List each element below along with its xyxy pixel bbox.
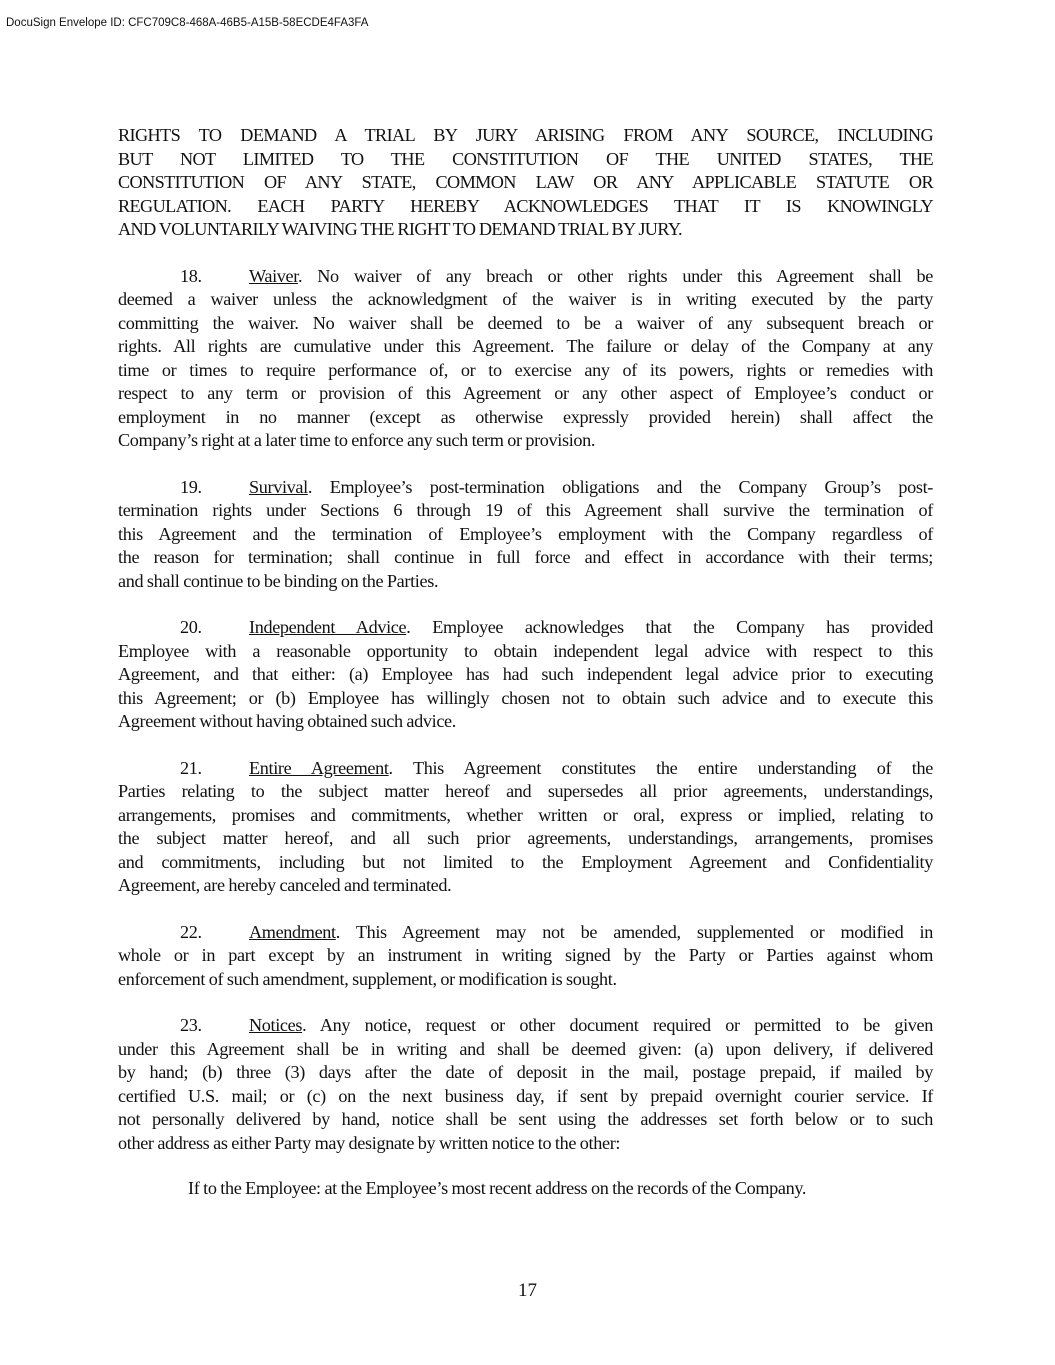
text-line: under this Agreement shall be in writing and shall be deemed given: (a) upon delivery, if delivered [118,1038,933,1059]
section-first-line-text: . This Agreement constitutes the entire understanding of the [388,757,933,778]
section-first-line [118,757,933,781]
section-first-line-text: . Employee’s post-termination obligations and the Company Group’s post- [307,476,933,497]
section-heading: Survival [249,476,308,497]
text-line: committing the waiver. No waiver shall be deemed to be a waiver of any subsequent breach or [118,312,933,333]
text-line: Employee with a reasonable opportunity to obtain independent legal advice with respect to this [118,640,933,661]
section-heading: Independent Advice [249,617,407,637]
text-line: this Agreement and the termination of Employee’s employment with the Company regardless of [118,523,933,544]
section-first-line [118,921,933,945]
document-page-body [118,124,933,1199]
text-line: whole or in part except by an instrument in writing signed by the Party or Parties against whom [118,945,933,965]
text-line: this Agreement; or (b) Employee has willingly chosen not to obtain such advice and to execute this [118,687,933,708]
text-line: and commitments, including but not limited to the Employment Agreement and Confidentiality [118,851,933,872]
section-heading: Amendment [249,921,336,942]
section-22-paragraph [118,921,933,992]
text-line: Parties relating to the subject matter hereof and supersedes all prior agreements, understandings, [118,781,933,801]
text-line: CONSTITUTION OF ANY STATE, COMMON LAW OR ANY APPLICABLE STATUTE OR [118,172,933,192]
text-line: RIGHTS TO DEMAND A TRIAL BY JURY ARISING FROM ANY SOURCE, INCLUDING [118,125,933,145]
text-line: respect to any term or provision of this Agreement or any other aspect of Employee’s conduct or [118,383,933,403]
section-21-paragraph [118,757,933,898]
section-number: 18. [180,265,202,286]
section-number: 19. [180,476,202,497]
section-heading: Waiver [249,265,298,286]
text-line: and shall continue to be binding on the Parties. [118,570,439,591]
text-line: termination rights under Sections 6 through 19 of this Agreement shall survive the termination of [118,500,933,520]
employee-address-line: If to the Employee: at the Employee’s most recent address on the records of the Company. [188,1178,807,1198]
section-23-paragraph [118,1014,933,1155]
section-18-paragraph [118,265,933,453]
section-first-line [118,265,933,289]
text-line: deemed a waiver unless the acknowledgment of the waiver is in writing executed by the party [118,289,933,309]
text-line: the subject matter hereof, and all such prior agreements, understandings, arrangements, promises [118,828,933,848]
section-number: 21. [180,757,202,778]
section-first-line [118,1014,933,1038]
section-first-line [118,616,933,640]
text-line: other address as either Party may designate by written notice to the other: [118,1132,621,1153]
text-line: REGULATION. EACH PARTY HEREBY ACKNOWLEDGES THAT IT IS KNOWINGLY [118,195,933,216]
section-first-line-text: . Any notice, request or other document required or permitted to be given [302,1015,933,1035]
text-line: rights. All rights are cumulative under this Agreement. The failure or delay of the Company at any [118,336,933,356]
text-line: Company’s right at a later time to enforce any such term or provision. [118,430,596,450]
jury-waiver-paragraph [118,124,933,242]
text-line: AND VOLUNTARILY WAIVING THE RIGHT TO DEMAND TRIAL BY JURY. [118,219,683,239]
text-line: Agreement without having obtained such advice. [118,711,456,731]
section-number: 23. [180,1015,202,1035]
page-number: 17 [518,1280,537,1301]
text-line: BUT NOT LIMITED TO THE CONSTITUTION OF THE UNITED STATES, THE [118,148,933,169]
text-line: Agreement, and that either: (a) Employee has had such independent legal advice prior to executing [118,664,933,684]
section-heading: Notices [249,1015,303,1035]
text-line: not personally delivered by hand, notice shall be sent using the addresses set forth below or to such [118,1109,933,1129]
section-first-line [118,476,933,500]
text-line: the reason for termination; shall continue in full force and effect in accordance with their terms; [118,547,933,567]
text-line: employment in no manner (except as otherwise expressly provided herein) shall affect the [118,406,933,427]
section-heading: Entire Agreement [249,757,389,778]
text-line: enforcement of such amendment, supplement, or modification is sought. [118,968,617,989]
text-line: time or times to require performance of, or to exercise any of its powers, rights or remedies with [118,359,933,380]
section-first-line-text: . Employee acknowledges that the Company has provided [406,617,933,637]
section-number: 22. [180,921,202,942]
section-first-line-text: . This Agreement may not be amended, supplemented or modified in [335,921,933,942]
text-line: arrangements, promises and commitments, whether written or oral, express or implied, relating to [118,804,933,825]
section-20-paragraph [118,616,933,734]
section-first-line-text: . No waiver of any breach or other rights under this Agreement shall be [297,265,933,286]
text-line: Agreement, are hereby canceled and terminated. [118,875,452,895]
section-number: 20. [180,617,202,637]
text-line: by hand; (b) three (3) days after the date of deposit in the mail, postage prepaid, if mailed by [118,1062,933,1082]
sections-container [118,265,933,1156]
text-line: certified U.S. mail; or (c) on the next business day, if sent by prepaid overnight courier service. If [118,1085,933,1106]
section-19-paragraph [118,476,933,594]
docusign-envelope-id: DocuSign Envelope ID: CFC709C8-468A-46B5-A15B-58ECDE4FA3FA [6,17,369,29]
